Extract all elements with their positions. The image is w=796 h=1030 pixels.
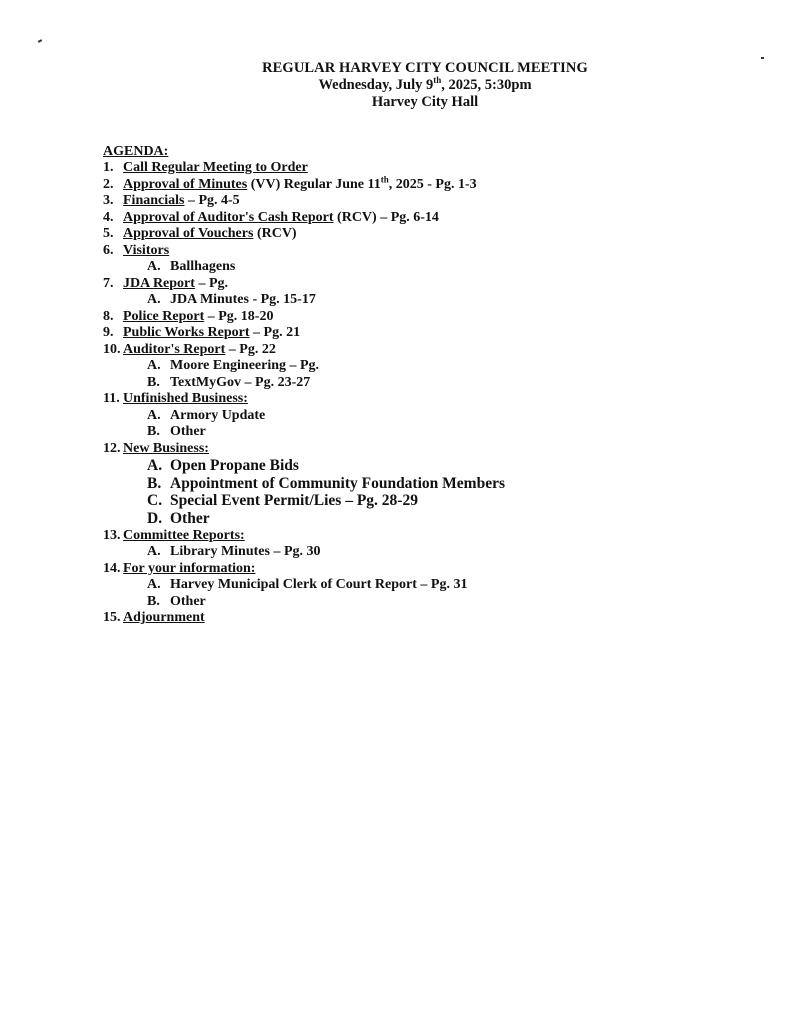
agenda-subitem-letter: B.	[147, 424, 160, 439]
agenda-subitem	[103, 424, 505, 441]
agenda-subitem	[103, 457, 505, 475]
agenda-subitem-letter: B.	[147, 374, 160, 390]
agenda-item-number: 3.	[103, 193, 114, 208]
agenda-item-number: 1.	[103, 160, 114, 175]
agenda-subitem-letter: B.	[147, 593, 160, 609]
agenda-subitem-letter: C.	[147, 492, 163, 510]
agenda-item	[103, 309, 505, 326]
agenda-item	[103, 173, 505, 194]
agenda-item	[103, 342, 505, 359]
agenda-item-number: 2.	[103, 176, 114, 192]
agenda-item-detail: (RCV) – Pg. 6-14	[333, 209, 439, 225]
agenda-item-title: Committee Reports:	[123, 527, 245, 543]
agenda-list	[103, 143, 505, 627]
agenda-item-number: 5.	[103, 226, 114, 241]
agenda-item-number: 6.	[103, 242, 114, 258]
agenda-item-number: 8.	[103, 308, 114, 324]
agenda-item-title: For your information:	[123, 560, 256, 576]
agenda-item-title: Approval of Minutes	[123, 176, 248, 192]
agenda-item	[103, 561, 505, 578]
scan-speck	[38, 39, 42, 43]
agenda-subitem	[103, 358, 505, 375]
agenda-item-detail: , 2025 - Pg. 1-3	[388, 176, 477, 192]
agenda-item	[103, 193, 505, 210]
agenda-subitem	[103, 259, 505, 276]
agenda-item-title: Auditor's Report	[123, 341, 226, 357]
agenda-item-title: Unfinished Business:	[123, 391, 248, 406]
agenda-item-detail: – Pg. 21	[249, 325, 301, 340]
agenda-item-detail: – Pg. 22	[225, 341, 276, 357]
agenda-subitem-text: Other	[170, 593, 206, 609]
agenda-subitem	[103, 492, 505, 510]
agenda-item-title: Visitors	[123, 242, 170, 258]
agenda-subitem-letter: A.	[147, 358, 161, 373]
agenda-item	[103, 528, 505, 545]
agenda-subitem-letter: A.	[147, 407, 161, 423]
agenda-item-title: JDA Report	[123, 275, 195, 291]
agenda-item	[103, 325, 505, 342]
agenda-subitem-letter: D.	[147, 510, 163, 528]
agenda-item-number: 9.	[103, 325, 114, 340]
meeting-date-time: , 2025, 5:30pm	[441, 77, 532, 93]
agenda-item-number: 15.	[103, 610, 121, 626]
agenda-subitem	[103, 292, 505, 309]
agenda-subitem-letter: A.	[147, 577, 161, 593]
agenda-subitem-text: JDA Minutes - Pg. 15-17	[170, 292, 316, 307]
agenda-subitem-text: Other	[170, 510, 210, 528]
agenda-item-number: 10.	[103, 341, 121, 357]
agenda-subitem	[103, 475, 505, 493]
meeting-date-main: Wednesday, July 9	[318, 77, 434, 93]
agenda-subitem-text: TextMyGov – Pg. 23-27	[170, 374, 311, 390]
agenda-item-sup: th	[380, 173, 389, 184]
agenda-item-number: 12.	[103, 440, 121, 456]
agenda-item-detail: (RCV)	[253, 226, 297, 241]
agenda-item-title: Call Regular Meeting to Order	[123, 160, 308, 175]
agenda-item-number: 11.	[103, 391, 120, 406]
agenda-item	[103, 243, 505, 260]
agenda-item-title: Approval of Auditor's Cash Report	[123, 209, 334, 225]
agenda-item-detail: – Pg. 18-20	[204, 308, 274, 324]
agenda-subitem	[103, 408, 505, 425]
agenda-item-title: Adjournment	[123, 610, 205, 626]
agenda-item-title: Public Works Report	[123, 325, 250, 340]
meeting-date-sup: th	[433, 75, 442, 86]
agenda-subitem	[103, 375, 505, 392]
agenda-subitem	[103, 544, 505, 561]
agenda-subitem-letter: A.	[147, 292, 161, 307]
agenda-item-title: Financials	[123, 193, 185, 208]
agenda-subitem-text: Moore Engineering – Pg.	[170, 358, 320, 373]
meeting-header	[200, 60, 650, 111]
agenda-subitem-letter: A.	[147, 544, 161, 560]
agenda-subitem-letter: B.	[147, 474, 162, 492]
agenda-item	[103, 276, 505, 293]
agenda-item-title: Police Report	[123, 308, 205, 324]
agenda-subitem-text: Open Propane Bids	[170, 457, 299, 474]
agenda-item	[103, 226, 505, 243]
agenda-subitem-letter: A.	[147, 259, 161, 274]
agenda-item	[103, 391, 505, 408]
agenda-subitem-text: Armory Update	[170, 407, 266, 423]
agenda-item-number: 4.	[103, 209, 114, 225]
agenda-subitem	[103, 594, 505, 611]
agenda-item-detail: (VV) Regular June 11	[247, 176, 381, 192]
agenda-heading: AGENDA:	[103, 144, 169, 159]
agenda-subitem	[103, 510, 505, 528]
agenda-item	[103, 210, 505, 227]
agenda-item-detail: – Pg. 4-5	[184, 193, 240, 208]
agenda-subitem-text: Appointment of Community Foundation Members	[170, 474, 505, 492]
agenda-subitem-text: Ballhagens	[170, 259, 236, 274]
agenda-subitem-text: Library Minutes – Pg. 30	[170, 544, 321, 560]
agenda-item	[103, 610, 505, 627]
agenda-item	[103, 160, 505, 177]
agenda-subitem-text: Other	[170, 424, 206, 439]
agenda-item-number: 14.	[103, 560, 121, 576]
agenda-subitem-letter: A.	[147, 457, 163, 474]
agenda-item	[103, 441, 505, 458]
agenda-item-number: 13.	[103, 527, 121, 543]
meeting-title: REGULAR HARVEY CITY COUNCIL MEETING	[262, 60, 588, 76]
agenda-item-title: New Business:	[123, 440, 209, 456]
meeting-location: Harvey City Hall	[371, 94, 479, 110]
scan-speck	[761, 57, 764, 59]
agenda-item-detail: – Pg.	[194, 275, 228, 291]
agenda-subitem-text: Harvey Municipal Clerk of Court Report – Pg. 31	[170, 577, 468, 593]
meeting-date	[200, 77, 650, 94]
agenda-subitem-text: Special Event Permit/Lies – Pg. 28-29	[170, 492, 418, 510]
agenda-item-title: Approval of Vouchers	[123, 226, 254, 241]
agenda-subitem	[103, 577, 505, 594]
agenda-item-number: 7.	[103, 275, 114, 291]
